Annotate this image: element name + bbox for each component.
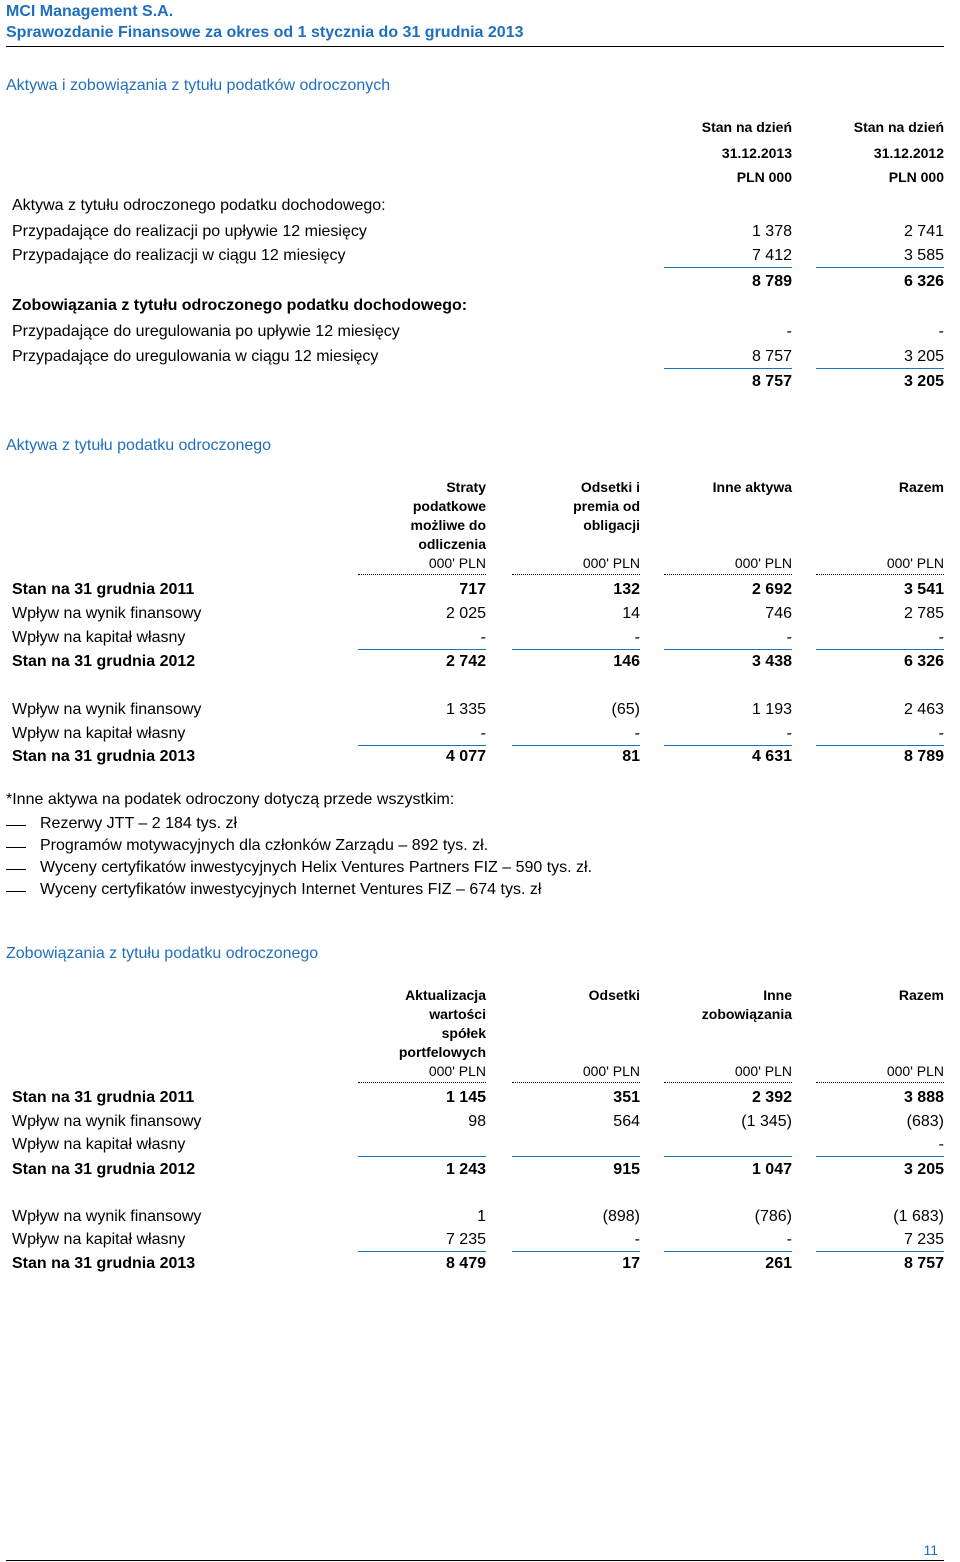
report-header	[6, 2, 524, 44]
subtotal-rule	[816, 1156, 944, 1157]
table-cell: 915	[613, 1161, 640, 1178]
table-cell: 3 438	[751, 653, 792, 670]
table-cell: 564	[613, 1113, 640, 1130]
subtotal-rule	[358, 1156, 486, 1157]
col-2013-header-line1: Stan na dzień	[701, 119, 792, 135]
table-cell: 2 025	[445, 605, 486, 622]
table-cell: 2 692	[751, 581, 792, 598]
table-cell: (1 345)	[741, 1113, 792, 1130]
header-rule	[816, 574, 944, 575]
table-cell: 351	[613, 1089, 640, 1106]
liabilities-total-2013: 8 757	[751, 373, 792, 390]
column-header-line: Aktualizacja	[405, 987, 486, 1003]
table-cell: 7 235	[903, 1231, 944, 1248]
col-2013-header-line2: 31.12.2013	[721, 145, 792, 161]
column-unit: 000' PLN	[582, 1063, 640, 1079]
table-row-label: Wpływ na wynik finansowy	[12, 1208, 202, 1225]
table-cell: 1 047	[751, 1161, 792, 1178]
table-cell: 7 235	[445, 1231, 486, 1248]
subtotal-rule	[664, 267, 792, 268]
col-2012-header-line1: Stan na dzień	[853, 119, 944, 135]
column-unit: 000' PLN	[734, 555, 792, 571]
table-cell: 1 145	[445, 1089, 486, 1106]
header-rule	[816, 1082, 944, 1083]
liability-row-value-2013: 8 757	[751, 348, 792, 365]
subtotal-rule	[816, 745, 944, 746]
column-header-line: możliwe do	[410, 517, 486, 533]
section-deferred-tax-title: Aktywa i zobowiązania z tytułu podatków odroczonych	[6, 77, 391, 94]
table-row-label: Stan na 31 grudnia 2011	[12, 1089, 195, 1106]
footer-divider	[6, 1560, 944, 1561]
subtotal-rule	[512, 649, 640, 650]
column-header-line: wartości	[429, 1006, 486, 1022]
column-header-line: obligacji	[583, 517, 640, 533]
subtotal-rule	[664, 745, 792, 746]
table-cell: 1 335	[445, 701, 486, 718]
header-rule	[358, 1082, 486, 1083]
table-cell: 1 193	[751, 701, 792, 718]
report-title: Sprawozdanie Finansowe za okres od 1 stycznia do 31 grudnia 2013	[6, 24, 524, 41]
asset-row-value-2012: 3 585	[903, 247, 944, 264]
column-header-line: Razem	[898, 987, 944, 1003]
table-cell: 4 631	[751, 748, 792, 765]
table-cell: 14	[622, 605, 640, 622]
assets-total-2013: 8 789	[751, 273, 792, 290]
page-number: 11	[923, 1542, 938, 1558]
asset-row-value-2012: 2 741	[903, 223, 944, 240]
table-cell: 2 785	[903, 605, 944, 622]
table-cell: -	[938, 1136, 944, 1153]
col-2013-header-unit: PLN 000	[736, 169, 792, 185]
table-cell: (65)	[611, 701, 640, 718]
subtotal-rule	[512, 745, 640, 746]
subtotal-rule	[816, 1251, 944, 1252]
table-cell: 4 077	[445, 748, 486, 765]
table-row-label: Wpływ na kapitał własny	[12, 725, 186, 742]
column-unit: 000' PLN	[428, 555, 486, 571]
column-header-line: Inne aktywa	[712, 479, 792, 495]
header-divider	[6, 46, 944, 47]
table-cell: 717	[459, 581, 486, 598]
table-row-label: Wpływ na kapitał własny	[12, 629, 186, 646]
table-cell: 6 326	[903, 653, 944, 670]
table-cell: 2 463	[903, 701, 944, 718]
table-row-label: Stan na 31 grudnia 2013	[12, 1255, 196, 1272]
table-cell: 2 742	[445, 653, 486, 670]
column-unit: 000' PLN	[886, 1063, 944, 1079]
table-cell: 98	[468, 1113, 486, 1130]
table-cell: 8 479	[445, 1255, 486, 1272]
liability-row-value-2013: -	[786, 323, 792, 340]
subtotal-rule	[664, 1251, 792, 1252]
table-cell: -	[634, 725, 640, 742]
header-rule	[512, 574, 640, 575]
liabilities-total-2012: 3 205	[903, 373, 944, 390]
asset-row-label: Przypadające do realizacji w ciągu 12 miesięcy	[12, 247, 346, 264]
table-cell: -	[938, 725, 944, 742]
header-rule	[512, 1082, 640, 1083]
table-cell: -	[480, 725, 486, 742]
section-deferred-tax-liabilities-title: Zobowiązania z tytułu podatku odroczonego	[6, 945, 319, 962]
asset-row-value-2013: 7 412	[751, 247, 792, 264]
column-header-line: Odsetki	[588, 987, 640, 1003]
asset-row-label: Przypadające do realizacji po upływie 12 miesięcy	[12, 223, 367, 240]
column-header-line: podatkowe	[412, 498, 486, 514]
table-row-label: Stan na 31 grudnia 2011	[12, 581, 195, 598]
liability-row-value-2012: 3 205	[903, 348, 944, 365]
table-cell: 3 888	[903, 1089, 944, 1106]
dash-bullet-icon	[6, 891, 26, 892]
table-cell: -	[786, 1231, 792, 1248]
dash-bullet-icon	[6, 847, 26, 848]
table-cell: 146	[613, 653, 640, 670]
bullet-item: Wyceny certyfikatów inwestycyjnych Helix Ventures Partners FIZ – 590 tys. zł.	[40, 859, 593, 876]
subtotal-rule	[816, 368, 944, 369]
column-unit: 000' PLN	[886, 555, 944, 571]
subtotal-rule	[358, 649, 486, 650]
table-cell: (683)	[906, 1113, 944, 1130]
subtotal-rule	[816, 649, 944, 650]
table-cell: 746	[765, 605, 792, 622]
table-cell: 1	[477, 1208, 486, 1225]
subtotal-rule	[664, 649, 792, 650]
assets-total-2012: 6 326	[903, 273, 944, 290]
table-cell: 81	[622, 748, 640, 765]
dash-bullet-icon	[6, 869, 26, 870]
table-cell: (786)	[754, 1208, 792, 1225]
column-unit: 000' PLN	[734, 1063, 792, 1079]
header-rule	[664, 574, 792, 575]
column-header-line: premia od	[573, 498, 640, 514]
table-cell: -	[480, 629, 486, 646]
column-header-line: odliczenia	[418, 536, 486, 552]
column-header-line: Straty	[446, 479, 486, 495]
subtotal-rule	[358, 745, 486, 746]
table-row-label: Wpływ na wynik finansowy	[12, 1113, 202, 1130]
table-cell: 2 392	[751, 1089, 792, 1106]
section-deferred-tax-assets-title: Aktywa z tytułu podatku odroczonego	[6, 437, 272, 454]
table-cell: 261	[765, 1255, 792, 1272]
liabilities-heading: Zobowiązania z tytułu odroczonego podatku dochodowego:	[12, 297, 468, 314]
table-cell: -	[938, 629, 944, 646]
subtotal-rule	[512, 1251, 640, 1252]
table-row-label: Stan na 31 grudnia 2012	[12, 653, 196, 670]
subtotal-rule	[358, 1251, 486, 1252]
column-header-line: Inne	[763, 987, 792, 1003]
table-cell: 1 243	[445, 1161, 486, 1178]
table-cell: (898)	[602, 1208, 640, 1225]
table-row-label: Stan na 31 grudnia 2013	[12, 748, 196, 765]
table-cell: 8 789	[903, 748, 944, 765]
header-rule	[358, 574, 486, 575]
table-cell: 132	[613, 581, 640, 598]
column-unit: 000' PLN	[428, 1063, 486, 1079]
table-cell: 3 205	[903, 1161, 944, 1178]
table-cell: 3 541	[903, 581, 944, 598]
table-row-label: Wpływ na kapitał własny	[12, 1231, 186, 1248]
subtotal-rule	[664, 1156, 792, 1157]
table-cell: 17	[622, 1255, 640, 1272]
column-header-line: spółek	[441, 1025, 486, 1041]
table-row-label: Stan na 31 grudnia 2012	[12, 1161, 196, 1178]
table-row-label: Wpływ na kapitał własny	[12, 1136, 186, 1153]
header-rule	[664, 1082, 792, 1083]
subtotal-rule	[816, 267, 944, 268]
other-assets-note: *Inne aktywa na podatek odroczony dotyczą przede wszystkim:	[6, 791, 455, 808]
table-cell: -	[786, 725, 792, 742]
liability-row-label: Przypadające do uregulowania w ciągu 12 miesięcy	[12, 348, 379, 365]
bullet-item: Rezerwy JTT – 2 184 tys. zł	[40, 815, 238, 832]
table-cell: -	[786, 629, 792, 646]
asset-row-value-2013: 1 378	[751, 223, 792, 240]
table-row-label: Wpływ na wynik finansowy	[12, 701, 202, 718]
table-cell: (1 683)	[893, 1208, 944, 1225]
liability-row-label: Przypadające do uregulowania po upływie 12 miesięcy	[12, 323, 400, 340]
column-header-line: zobowiązania	[701, 1006, 792, 1022]
column-header-line: Odsetki i	[580, 479, 640, 495]
col-2012-header-unit: PLN 000	[888, 169, 944, 185]
table-cell: -	[634, 629, 640, 646]
liability-row-value-2012: -	[938, 323, 944, 340]
subtotal-rule	[664, 368, 792, 369]
column-header-line: Razem	[898, 479, 944, 495]
col-2012-header-line2: 31.12.2012	[873, 145, 944, 161]
dash-bullet-icon	[6, 825, 26, 826]
bullet-item: Programów motywacyjnych dla członków Zarządu – 892 tys. zł.	[40, 837, 489, 854]
table-cell: -	[634, 1231, 640, 1248]
column-unit: 000' PLN	[582, 555, 640, 571]
assets-heading: Aktywa z tytułu odroczonego podatku dochodowego:	[12, 197, 386, 214]
column-header-line: portfelowych	[398, 1044, 486, 1060]
table-cell: 8 757	[903, 1255, 944, 1272]
table-row-label: Wpływ na wynik finansowy	[12, 605, 202, 622]
company-name: MCI Management S.A.	[6, 3, 174, 20]
bullet-item: Wyceny certyfikatów inwestycyjnych Internet Ventures FIZ – 674 tys. zł	[40, 881, 542, 898]
subtotal-rule	[512, 1156, 640, 1157]
